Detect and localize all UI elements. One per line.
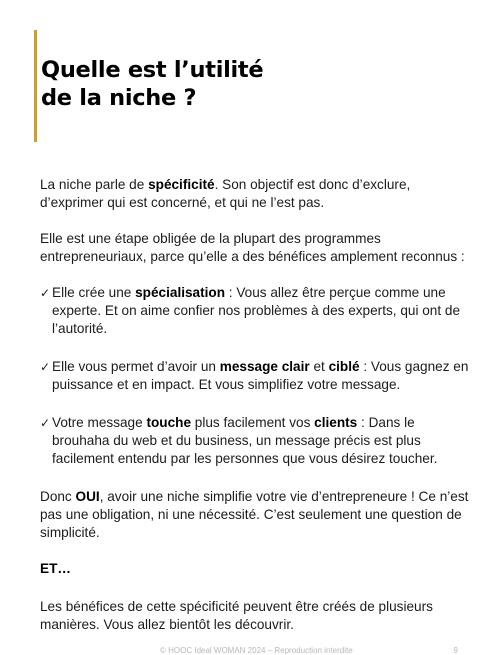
benefit-text-part: : Vous allez être perçue comme une experte. Et on aime confier nos problèmes à des experts, qui ont de l’autorité. [52,285,461,336]
intro-text-start: La niche parle de [40,177,149,192]
benefit-item-clients [40,414,470,468]
benefit-text [52,284,470,338]
intro-keyword: spécificité [148,177,215,192]
page-title-line-2: de la niche ? [41,85,197,111]
benefit-text-part: Elle vous permet d’avoir un [52,359,220,374]
check-icon: ✓ [40,360,51,374]
page-title [41,56,263,112]
page-footer: © HOOC Ideal WOMAN 2024 – Reproduction interdite [160,646,353,655]
body-content [40,176,470,634]
benefit-keyword: touche [146,415,192,430]
benefit-text-part: plus facilement vos [191,415,315,430]
benefit-item-message [40,358,470,394]
benefit-item-specialisation [40,284,470,338]
closing-paragraph: Les bénéfices de cette spécificité peuvent être créés de plusieurs manières. Vous allez bientôt les découvrir. [40,599,433,632]
et-heading [40,560,470,578]
et-text: ET… [40,561,71,576]
check-icon: ✓ [40,416,51,430]
benefit-keyword: message clair [219,359,310,374]
page-title-line-1: Quelle est l’utilité [41,57,264,83]
conclusion-text-start: Donc [40,489,76,504]
page-number: 9 [453,646,458,655]
intro-paragraph [40,176,470,212]
benefit-text [52,358,470,394]
benefit-text-part: Elle crée une [52,285,136,300]
conclusion-text-end: , avoir une niche simplifie votre vie d’entrepreneure ! Ce n’est pas une obligation, ni une nécessité. C’est seulement une question de simplicité. [40,489,469,540]
intro-text-end: . Son objectif est donc d’exclure, d’exprimer qui est concerné, et qui ne l’est pas. [40,177,411,210]
benefit-keyword: clients [314,415,358,430]
benefit-keyword: ciblé [328,359,360,374]
conclusion-paragraph [40,488,470,542]
benefit-text-part: et [309,359,329,374]
benefits-intro-paragraph: Elle est une étape obligée de la plupart des programmes entrepreneuriaux, parce qu’elle a des bénéfices amplement reconnus : [40,231,465,264]
benefit-keyword: spécialisation [135,285,226,300]
benefit-text-part: Votre message [52,415,147,430]
title-accent-bar [34,30,37,142]
conclusion-keyword: OUI [75,489,100,504]
benefit-text-part: : Dans le brouhaha du web et du business, un message précis est plus facilement entendu par les personnes que vous désirez toucher. [52,415,438,466]
check-icon: ✓ [40,286,51,300]
benefit-text-part: : Vous gagnez en puissance et en impact. Et vous simplifiez votre message. [52,359,469,392]
benefit-text [52,414,470,468]
